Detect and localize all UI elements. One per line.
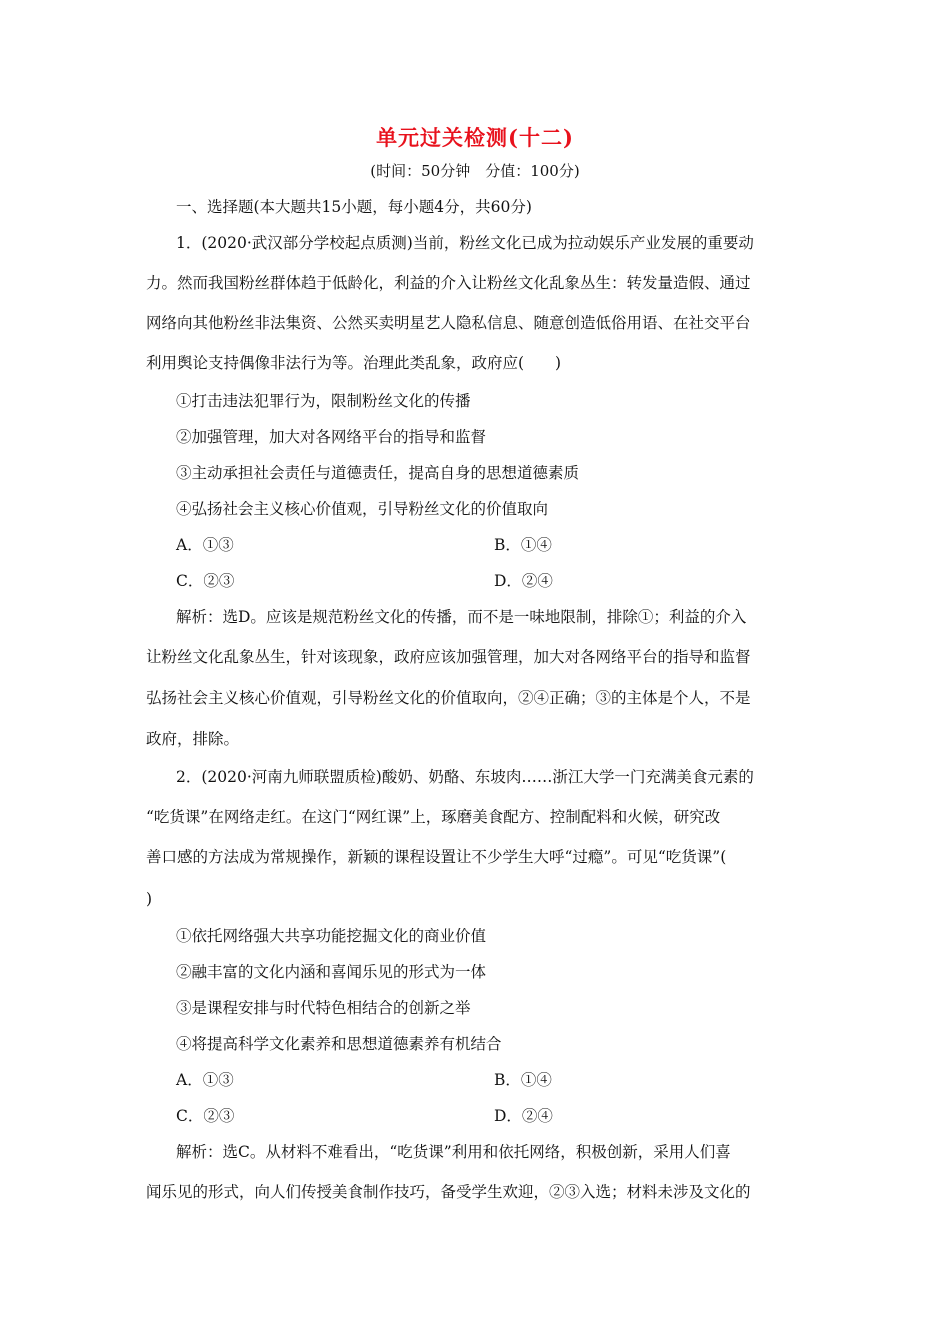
q2-item: ③是课程安排与时代特色相结合的创新之举 xyxy=(176,999,471,1017)
q1-item: ①打击违法犯罪行为，限制粉丝文化的传播 xyxy=(176,392,471,410)
q2-item: ②融丰富的文化内涵和喜闻乐见的形式为一体 xyxy=(176,963,487,981)
q2-stem-line: 善口感的方法成为常规操作，新颖的课程设置让不少学生大呼“过瘾”。可见“吃货课”( xyxy=(146,848,727,866)
q2-stem-line: ) xyxy=(146,890,153,908)
q2-stem-line: 2．(2020·河南九师联盟质检)酸奶、奶酪、东坡肉……浙江大学一门充满美食元素的 xyxy=(176,768,754,786)
q1-analysis-line: 政府，排除。 xyxy=(146,730,240,748)
q2-item: ④将提高科学文化素养和思想道德素养有机结合 xyxy=(176,1035,502,1053)
q2-analysis-line: 解析：选C。从材料不难看出，“吃货课”利用和依托网络，积极创新，采用人们喜 xyxy=(176,1143,731,1161)
q1-analysis-line: 解析：选D。应该是规范粉丝文化的传播，而不是一味地限制，排除①；利益的介入 xyxy=(176,608,747,626)
q2-option-b: B．①④ xyxy=(494,1071,552,1089)
q1-item: ④弘扬社会主义核心价值观，引导粉丝文化的价值取向 xyxy=(176,500,549,518)
q1-option-c: C．②③ xyxy=(176,572,235,590)
q1-analysis-line: 弘扬社会主义核心价值观，引导粉丝文化的价值取向，②④正确；③的主体是个人，不是 xyxy=(146,689,751,707)
q1-stem-line: 网络向其他粉丝非法集资、公然买卖明星艺人隐私信息、随意创造低俗用语、在社交平台 xyxy=(146,314,751,332)
q2-analysis-line: 闻乐见的形式，向人们传授美食制作技巧，备受学生欢迎，②③入选；材料未涉及文化的 xyxy=(146,1183,751,1201)
q1-stem-line: 力。然而我国粉丝群体趋于低龄化，利益的介入让粉丝文化乱象丛生：转发量造假、通过 xyxy=(146,274,751,292)
q1-stem-line: 1．(2020·武汉部分学校起点质测)当前，粉丝文化已成为拉动娱乐产业发展的重要动 xyxy=(176,234,754,252)
q1-option-b: B．①④ xyxy=(494,536,552,554)
q2-stem-line: “吃货课”在网络走红。在这门“网红课”上，琢磨美食配方、控制配料和火候，研究改 xyxy=(146,808,721,826)
q1-option-d: D．②④ xyxy=(494,572,553,590)
q1-item: ③主动承担社会责任与道德责任，提高自身的思想道德素质 xyxy=(176,464,580,482)
q2-option-d: D．②④ xyxy=(494,1107,553,1125)
q1-stem-line: 利用舆论支持偶像非法行为等。治理此类乱象，政府应( ) xyxy=(146,354,562,372)
q2-item: ①依托网络强大共享功能挖掘文化的商业价值 xyxy=(176,927,487,945)
q1-analysis-line: 让粉丝文化乱象丛生，针对该现象，政府应该加强管理，加大对各网络平台的指导和监督 xyxy=(146,648,751,666)
q1-item: ②加强管理，加大对各网络平台的指导和监督 xyxy=(176,428,487,446)
page-title: 单元过关检测(十二) xyxy=(376,125,574,150)
q2-option-c: C．②③ xyxy=(176,1107,235,1125)
exam-info: (时间：50分钟 分值：100分) xyxy=(370,162,580,180)
q1-option-a: A．①③ xyxy=(176,536,234,554)
section-heading: 一、选择题(本大题共15小题，每小题4分，共60分) xyxy=(176,198,532,216)
q2-option-a: A．①③ xyxy=(176,1071,234,1089)
